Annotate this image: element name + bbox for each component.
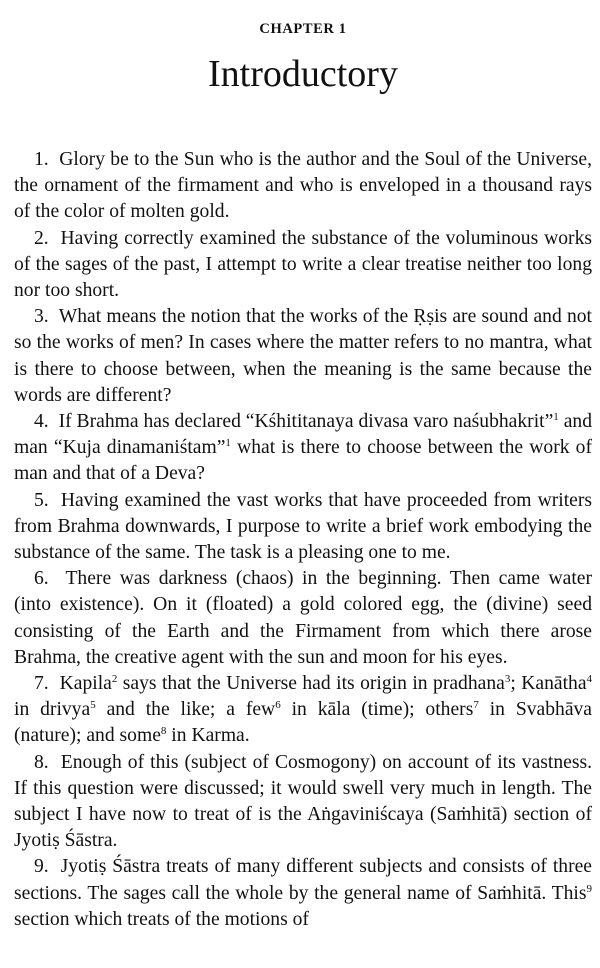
paragraph-text: Kapila — [59, 673, 112, 695]
paragraph-3 — [14, 304, 592, 409]
paragraph-number: 2. — [34, 227, 49, 249]
paragraph-text: ; Kanātha — [510, 673, 587, 695]
chapter-body — [14, 147, 592, 933]
paragraph-text: in Svabhāva (nature); and some — [14, 699, 593, 747]
paragraph-text: Jyotiṣ Śāstra treats of many different subjects and consists of three sections. The sages call the whole by the general name of Saṁhitā. This — [14, 856, 592, 904]
footnote-marker[interactable]: 9 — [586, 882, 592, 895]
paragraph-number: 5. — [34, 489, 49, 511]
paragraph-7 — [14, 671, 592, 750]
paragraph-8 — [14, 750, 592, 855]
paragraph-1 — [14, 147, 592, 226]
paragraph-number: 6. — [34, 568, 49, 590]
footnote-marker[interactable]: 1 — [225, 437, 231, 450]
paragraph-5 — [14, 488, 592, 567]
paragraph-text: says that the Universe had its origin in pradhana — [117, 673, 505, 695]
paragraph-text: There was darkness (chaos) in the beginning. Then came water (into existence). On it (floated) a gold colored egg, the (divine) seed consisting of the Earth and the Firmament from which there arose Brahma, the creative agent with the sun and moon for his eyes. — [14, 568, 592, 668]
paragraph-text: and the like; a few — [95, 699, 276, 721]
paragraph-text: what is there to choose between the work of man and that of a Deva? — [14, 437, 592, 485]
chapter-label: CHAPTER 1 — [259, 21, 347, 37]
chapter-title: Introductory — [208, 53, 398, 95]
footnote-marker[interactable]: 3 — [504, 673, 511, 686]
paragraph-number: 1. — [34, 149, 49, 170]
paragraph-number: 4. — [34, 411, 49, 433]
paragraph-text: Enough of this (subject of Cosmogony) on account of its vastness. If this question were discussed; it would swell very much in length. The subject I have now to treat of is the Aṅgaviniścaya (Saṁhitā) section of Jyotiṣ Śāstra. — [14, 751, 592, 852]
paragraph-text: Having examined the vast works that have proceeded from writers from Brahma downwards, I purpose to write a brief work embodying the substance of the same. The task is a pleasing one to me. — [14, 489, 592, 564]
paragraph-text: What means the notion that the works of the Ṛṣis are sound and not so the works of men? In cases where the matter refers to no mantra, what is there to choose between, when the meaning is the same because the words are different? — [14, 306, 592, 406]
paragraph-text: and man “Kuja dinamaniśtam” — [14, 411, 592, 459]
paragraph-text: Glory be to the Sun who is the author and the Soul of the Universe, the ornament of the firmament and who is enveloped in a thousand rays of the color of molten gold. — [14, 149, 593, 223]
footnote-marker[interactable]: 4 — [586, 673, 593, 686]
paragraph-text: section which treats of the motions of — [14, 908, 309, 930]
paragraph-text: If Brahma has declared “Kśhititanaya divasa varo naśubhakrit” — [58, 411, 554, 433]
footnote-marker[interactable]: 8 — [160, 725, 167, 738]
paragraph-number: 7. — [34, 673, 49, 695]
paragraph-number: 9. — [34, 856, 49, 878]
paragraph-text: Having correctly examined the substance of the voluminous works of the sages of the past, I attempt to write a clear treatise neither too long nor too short. — [14, 227, 592, 302]
paragraph-text: in drivya — [14, 699, 91, 721]
paragraph-4 — [14, 409, 592, 488]
footnote-marker[interactable]: 2 — [111, 673, 118, 686]
paragraph-6 — [14, 566, 592, 671]
footnote-marker[interactable]: 1 — [553, 411, 559, 424]
footnote-marker[interactable]: 6 — [275, 699, 281, 712]
footnote-marker[interactable]: 7 — [473, 699, 479, 712]
paragraph-2 — [14, 226, 592, 305]
paragraph-number: 8. — [34, 751, 49, 773]
paragraph-text: in kāla (time); others — [280, 699, 474, 721]
paragraph-9 — [14, 854, 592, 933]
paragraph-number: 3. — [34, 306, 49, 328]
paragraph-text: in Karma. — [166, 725, 250, 747]
footnote-marker[interactable]: 5 — [90, 699, 96, 712]
